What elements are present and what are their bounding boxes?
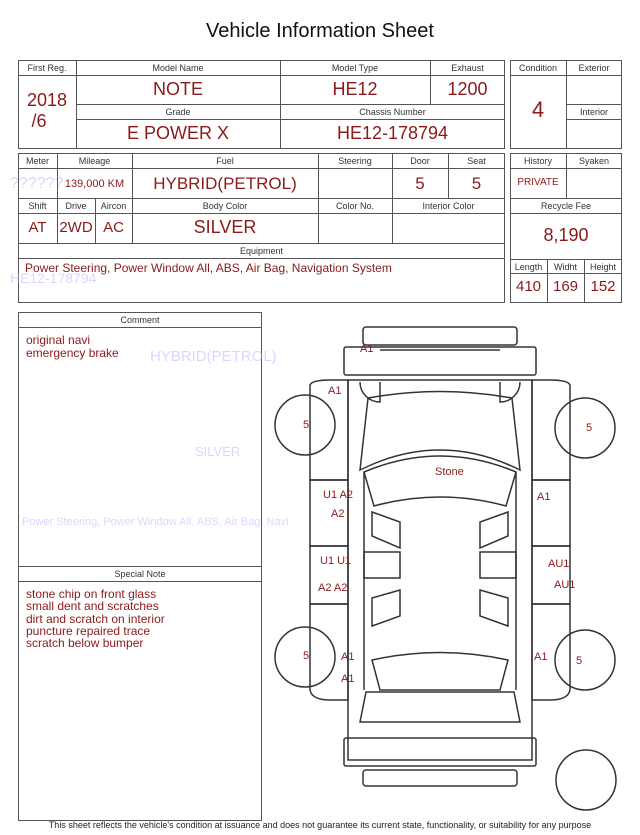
syaken-label: Syaken bbox=[578, 156, 610, 166]
grade-value: E POWER X bbox=[126, 123, 229, 143]
body-color-value: SILVER bbox=[193, 217, 257, 237]
width-label: Widht bbox=[553, 262, 577, 272]
meter-label: Meter bbox=[25, 156, 49, 166]
tire-fl-grade: 5 bbox=[303, 419, 310, 431]
drive-value: 2WD bbox=[59, 219, 93, 236]
damage-windshield: Stone bbox=[435, 466, 464, 478]
damage-left-front-door: A2 bbox=[331, 508, 345, 520]
first-reg-label: First Reg. bbox=[27, 63, 67, 73]
recycle-fee-value: 8,190 bbox=[543, 225, 589, 245]
special-note-line: scratch below bumper bbox=[26, 636, 144, 650]
damage-left-rear: A1 bbox=[341, 651, 355, 663]
ghost-color: SILVER bbox=[195, 444, 241, 459]
equipment-label: Equipment bbox=[239, 246, 284, 256]
model-type-value: HE12 bbox=[332, 79, 378, 99]
comment-line: emergency brake bbox=[26, 346, 119, 360]
fuel-label: Fuel bbox=[216, 156, 234, 166]
height-label: Height bbox=[589, 262, 616, 272]
damage-left-rear: A1 bbox=[341, 673, 355, 685]
damage-right-front-door: A1 bbox=[537, 491, 551, 503]
grade-label: Grade bbox=[165, 107, 191, 117]
damage-left-rear-door: U1 U1 bbox=[320, 555, 352, 567]
door-label: Door bbox=[410, 156, 430, 166]
shift-label: Shift bbox=[28, 201, 47, 211]
exterior-label: Exterior bbox=[578, 63, 610, 73]
steering-label: Steering bbox=[338, 156, 372, 166]
damage-right-rear-door: AU1 bbox=[554, 579, 576, 591]
special-note-line: puncture repaired trace bbox=[26, 624, 151, 638]
width-value: 169 bbox=[552, 278, 579, 295]
history-value: PRIVATE bbox=[517, 177, 559, 188]
damage-front-bumper: A1 bbox=[360, 343, 374, 355]
history-label: History bbox=[523, 156, 552, 166]
chassis-value: HE12-178794 bbox=[336, 123, 449, 143]
door-value: 5 bbox=[415, 174, 425, 193]
model-name-value: NOTE bbox=[152, 79, 203, 99]
tire-fr-grade: 5 bbox=[586, 422, 593, 434]
ghost-meter: ?????? bbox=[10, 175, 64, 192]
seat-label: Seat bbox=[467, 156, 486, 166]
special-note-label: Special Note bbox=[114, 569, 166, 579]
aircon-label: Aircon bbox=[100, 201, 127, 211]
drive-label: Drive bbox=[65, 201, 87, 211]
car-damage-diagram bbox=[268, 318, 630, 818]
comment-label: Comment bbox=[120, 315, 160, 325]
mileage-value: 139,000 KM bbox=[64, 178, 125, 190]
model-name-label: Model Name bbox=[152, 63, 204, 73]
special-note-line: stone chip on front glass bbox=[26, 587, 157, 601]
exhaust-value: 1200 bbox=[447, 79, 488, 99]
damage-right-rear-door: AU1 bbox=[548, 558, 570, 570]
ghost-equipment: Power Steering, Power Window All, ABS, Air Bag, Navi bbox=[22, 516, 289, 528]
first-reg-month: /6 bbox=[31, 111, 47, 131]
comment-line: original navi bbox=[26, 333, 91, 347]
model-type-label: Model Type bbox=[331, 63, 379, 73]
fuel-value: HYBRID(PETROL) bbox=[153, 174, 297, 193]
seat-value: 5 bbox=[471, 174, 482, 193]
sheet-title: Vehicle Information Sheet bbox=[206, 20, 434, 42]
damage-left-rear-door: A2 A2 bbox=[318, 582, 348, 594]
mileage-label: Mileage bbox=[78, 156, 111, 166]
body-color-label: Body Color bbox=[202, 201, 248, 211]
length-value: 410 bbox=[515, 278, 542, 295]
damage-left-front-door: U1 A2 bbox=[323, 489, 353, 501]
tire-rl-grade: 5 bbox=[303, 650, 310, 662]
shift-value: AT bbox=[28, 219, 47, 236]
damage-right-rear: A1 bbox=[534, 651, 548, 663]
first-reg-year: 2018 bbox=[26, 90, 68, 110]
color-no-label: Color No. bbox=[335, 201, 374, 211]
ghost-chassis: HE12-178794 bbox=[10, 270, 97, 286]
interior-color-label: Interior Color bbox=[422, 201, 475, 211]
exhaust-label: Exhaust bbox=[451, 63, 484, 73]
ghost-fuel: HYBRID(PETROL) bbox=[150, 348, 277, 365]
condition-label: Condition bbox=[518, 63, 558, 73]
aircon-value: AC bbox=[103, 219, 124, 236]
damage-front-left-fender: A1 bbox=[328, 385, 342, 397]
disclaimer: This sheet reflects the vehicle's condition at issuance and does not guarantee its current state, functionality, or suitability for any purpose bbox=[48, 820, 592, 830]
recycle-fee-label: Recycle Fee bbox=[540, 201, 592, 211]
condition-grade: 4 bbox=[531, 97, 545, 122]
chassis-label: Chassis Number bbox=[359, 107, 426, 117]
special-note-line: small dent and scratches bbox=[26, 599, 159, 613]
height-value: 152 bbox=[590, 278, 616, 295]
special-note-line: dirt and scratch on interior bbox=[26, 612, 165, 626]
tire-rr-grade: 5 bbox=[576, 655, 583, 667]
interior-label: Interior bbox=[579, 107, 608, 117]
length-label: Length bbox=[514, 262, 543, 272]
equipment-value: Power Steering, Power Window All, ABS, Air Bag, Navigation System bbox=[25, 261, 392, 275]
